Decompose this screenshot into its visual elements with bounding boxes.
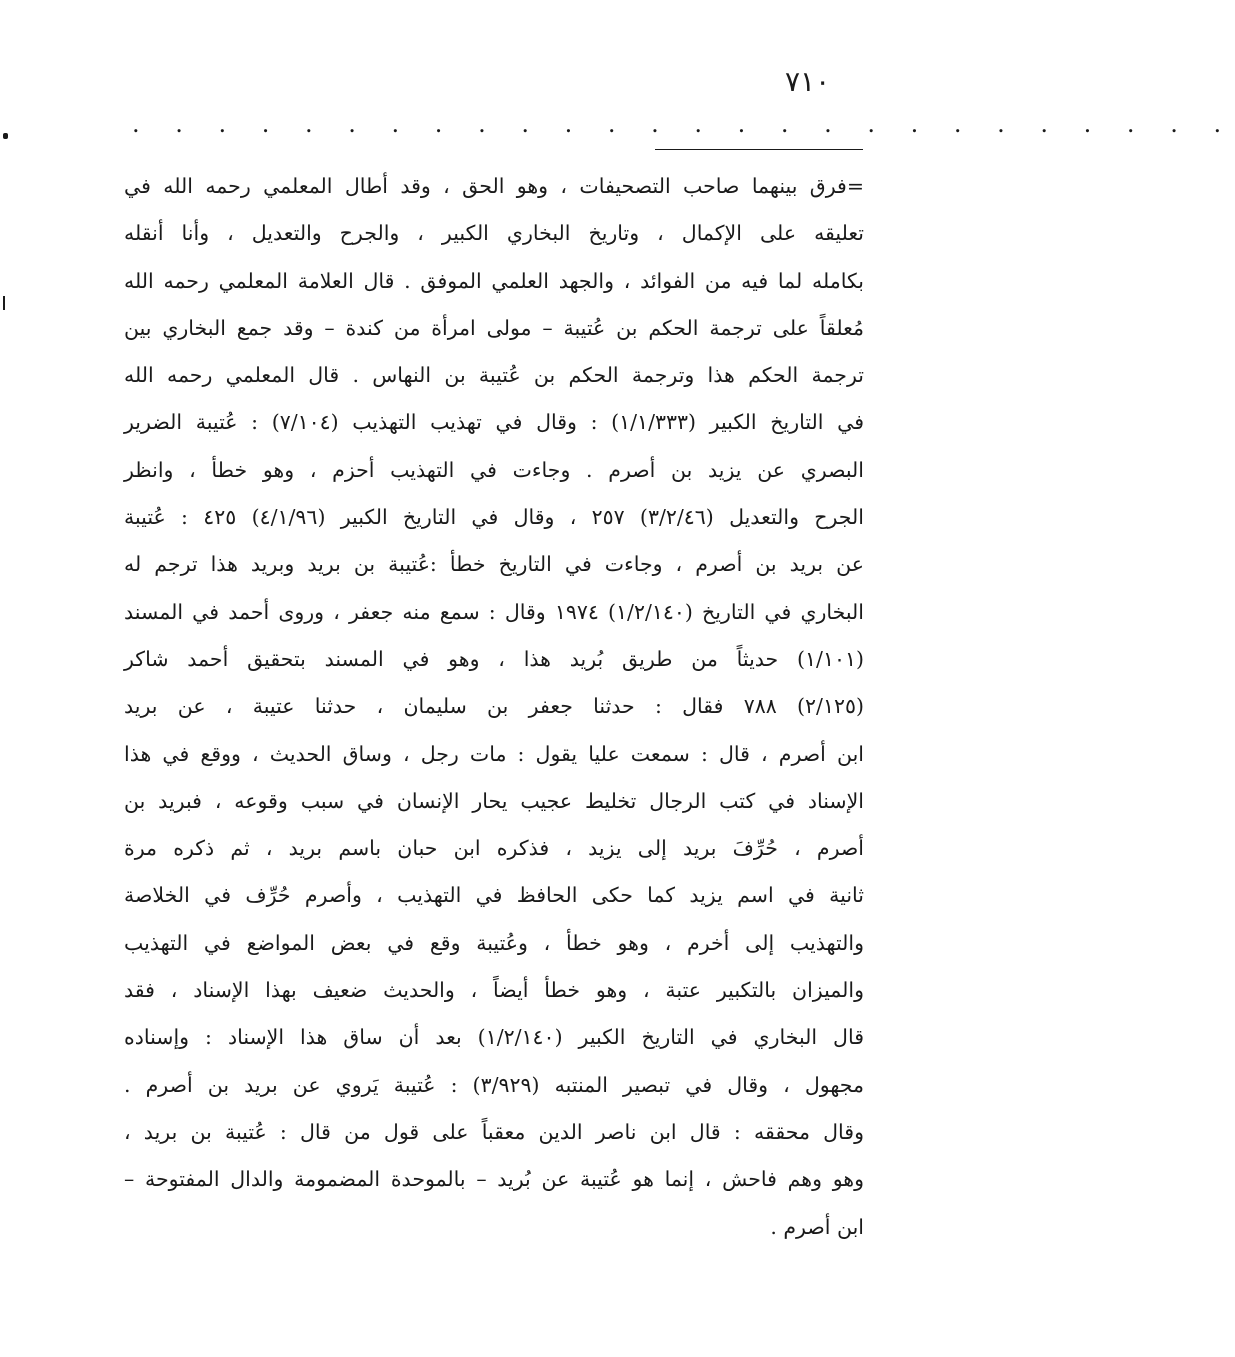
text-line: الإسناد في كتب الرجال تخليط عجيب يحار الإنسان في سبب وقوعه ، فبريد بن <box>124 788 864 813</box>
text-line: (١/١٠١) حديثاً من طريق بُريد هذا ، وهو في المسند بتحقيق أحمد شاكر <box>124 646 864 671</box>
text-line: في التاريخ الكبير (١/١/٣٣٣) : وقال في تهذيب التهذيب (٧/١٠٤) : عُتيبة الضرير <box>124 410 865 435</box>
text-line: وقال محققه : قال ابن ناصر الدين معقباً على قول من قال : عُتيبة بن بريد ، <box>124 1119 864 1144</box>
text-line: بكامله لما فيه من الفوائد ، والجهد العلمي الموفق . قال العلامة المعلمي رحمه الله <box>124 268 864 293</box>
text-line: مجهول ، وقال في تبصير المنتبه (٣/٩٢٩) : عُتيبة يَروي عن بريد بن أصرم . <box>124 1072 864 1097</box>
text-line: تعليقه على الإكمال ، وتاريخ البخاري الكبير ، والجرح والتعديل ، وأنا أنقله <box>124 221 864 246</box>
text-line: مُعلقاً على ترجمة الحكم بن عُتيبة – مولى امرأة من كندة – وقد جمع البخاري بين <box>124 315 864 340</box>
text-line: ابن أصرم . <box>770 1214 864 1239</box>
text-line: (٢/١٢٥) ٧٨٨ فقال : حدثنا جعفر بن سليمان ، حدثنا عتيبة ، عن بريد <box>124 694 864 719</box>
text-line: أصرم ، حُرِّفَ بريد إلى يزيد ، فذكره ابن حبان باسم بريد ، ثم ذكره مرة <box>124 836 864 861</box>
text-line: البصري عن يزيد بن أصرم . وجاءت في التهذيب أحزم ، وهو خطأ ، وانظر <box>124 457 864 482</box>
text-line: ترجمة الحكم هذا وترجمة الحكم بن عُتيبة بن النهاس . قال المعلمي رحمه الله <box>124 363 864 388</box>
text-line: والتهذيب إلى أخرم ، وهو خطأ ، وعُتيبة وقع في بعض المواضع في التهذيب <box>124 930 864 955</box>
footnote-text <box>124 163 864 1251</box>
margin-mark <box>3 133 8 139</box>
margin-mark <box>3 296 5 310</box>
text-line: قال البخاري في التاريخ الكبير (١/٢/١٤٠) بعد أن ساق هذا الإسناد : وإسناده <box>124 1025 865 1050</box>
text-line: ابن أصرم ، قال : سمعت عليا يقول : مات رجل ، وساق الحديث ، ووقع في هذا <box>124 741 864 766</box>
text-line: =فرق بينهما صاحب التصحيفات ، وهو الحق ، وقد أطال المعلمي رحمه الله في <box>124 174 864 198</box>
text-line: والميزان بالتكبير عتبة ، وهو خطأ أيضاً ، والحديث ضعيف بهذا الإسناد ، فقد <box>124 978 864 1003</box>
dotted-separator: . . . . . . . . . . . . . . . . . . . . . . . . . . <box>132 110 1235 138</box>
text-line: البخاري في التاريخ (١/٢/١٤٠) ١٩٧٤ وقال : سمع منه جعفر ، وروى أحمد في المسند <box>124 599 864 624</box>
text-line: عن بريد بن أصرم ، وجاءت في التاريخ خطأ :عُتيبة بن بريد وبريد هذا ترجم له <box>124 552 864 577</box>
text-line: الجرح والتعديل (٣/٢/٤٦) ٢٥٧ ، وقال في التاريخ الكبير (٤/١/٩٦) ٤٢٥ : عُتيبة <box>124 505 864 530</box>
text-line: وهو وهم فاحش ، إنما هو عُتيبة عن بُريد – بالموحدة المضمومة والدال المفتوحة – <box>124 1167 864 1192</box>
footnote-rule <box>655 149 863 150</box>
text-line: ثانية في اسم يزيد كما حكى الحافظ في التهذيب ، وأصرم حُرِّف في الخلاصة <box>124 883 864 908</box>
page-number: ٧١٠ <box>785 65 831 98</box>
